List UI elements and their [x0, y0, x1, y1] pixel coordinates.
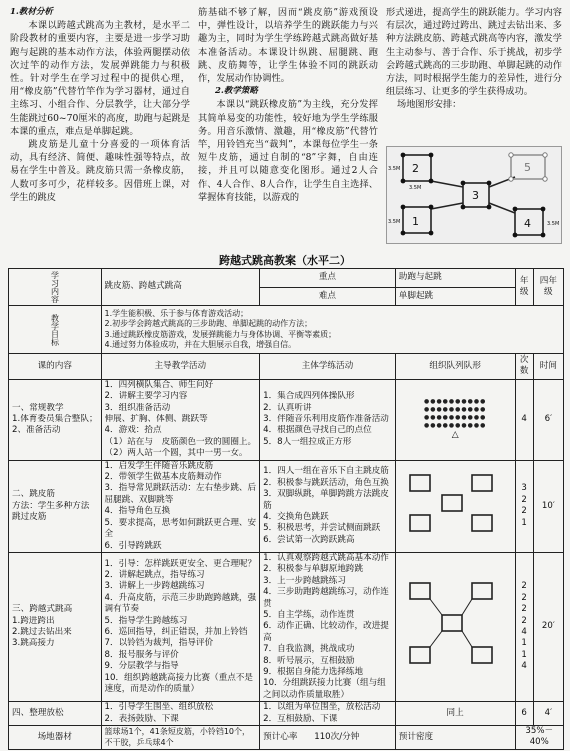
distance-label: 3.5M: [388, 166, 401, 172]
row-content-line: 2、准备活动: [12, 425, 61, 436]
difficulty-label: 难点: [260, 287, 396, 306]
field-diagram: [386, 146, 562, 244]
student-step: 4．根据颜色寻找自己的点位: [263, 425, 372, 436]
formation-row-icon: ●●●●●●●●●●: [423, 414, 487, 422]
time-cell: 6′: [533, 379, 563, 460]
student-step: 2．互相鼓励、下课: [263, 713, 338, 724]
teacher-step: 3．讲解上一步跨越跳练习: [104, 581, 205, 592]
zone-label-4: 4: [524, 217, 531, 230]
teacher-step: 伸展、扩胸、体侧、跳跃等: [104, 414, 208, 425]
teacher-step: 10．组织跨越跳高接力比赛（重点不是速度，而是动作的质量）: [104, 672, 253, 695]
goals-row: [9, 306, 564, 354]
teacher-step: 2．讲解起跳点，指导练习: [104, 570, 205, 581]
student-step: 9．根据自身能力选择练地: [263, 666, 364, 677]
goals-label: 教学目标: [9, 306, 102, 354]
student-activities: [260, 460, 396, 552]
formation-row-icon: ●●●●●●●●●●: [423, 398, 487, 406]
teacher-step: 7．以铃铛为裁判，指导评价: [104, 638, 214, 649]
formation-squares: [395, 460, 515, 552]
grade-label: 年级: [515, 269, 533, 306]
teacher-activities: [101, 552, 260, 701]
teacher-step: 1．四列横队集合、师生问好: [104, 379, 214, 390]
student-step: 4．三步助跑跨越跳练习，动作连贯: [263, 587, 389, 609]
heart-rate-value: 110次/分钟: [314, 731, 360, 742]
density-value: 35%－40%: [515, 726, 563, 750]
analysis-paragraph-2: 跳皮筋是儿童十分喜爱的一项体育活动，具有经济、简便、趣味性强等特点，故易在学生中普及。跳皮筋只需一条橡皮筋，人数可多可少，花样较多。因借班上课，对学生的跳皮: [10, 139, 190, 203]
distance-label: 3.5M: [409, 185, 422, 191]
teacher-step: 3．指导常见跳跃活动：左右垫步跳、后屈腿跳、双脚跳等: [104, 483, 257, 505]
row-content: 四、整理放松: [9, 702, 102, 726]
content-label: 学习内容: [9, 269, 102, 306]
col-header-content: 课的内容: [9, 354, 102, 380]
count-cell: 2 2 2 2 4 1 1 4: [515, 552, 533, 701]
key-value: 助跑与起跳: [395, 269, 515, 288]
goal-item: 2.初步学会跨越式跳高的三步助跑、单脚起跳的动作方法；: [104, 319, 313, 328]
teacher-step: 1．引导学生围坐、组织放松: [104, 702, 214, 713]
goal-item: 4.通过努力体验成功，并在大胆展示自我，增强自信。: [104, 340, 297, 349]
row-content: [9, 460, 102, 552]
student-step: 1．以组为单位围坐，放松活动: [263, 702, 381, 713]
teacher-step: 9．分层教学与指导: [104, 661, 179, 672]
diagram-title: 场地图形安排：: [397, 99, 462, 111]
col-header-student: 主体学练活动: [260, 354, 396, 380]
teacher-triangle-icon: △: [451, 430, 459, 441]
time-cell: 10′: [533, 460, 563, 552]
teacher-step: 4．升高皮筋，示范三步助跑跨越跳，强调有节奏: [104, 592, 257, 615]
teacher-step: 3．组织准备活动: [104, 402, 171, 413]
row-content-line: 二、跳皮筋: [12, 489, 55, 500]
teacher-step: 5．要求提高，思考如何跳跃更合理、安全: [104, 517, 257, 540]
row-content-line: 三、跨越式跳高: [12, 604, 73, 615]
section-heading-strategy: 2.教学策略: [215, 86, 258, 97]
teacher-step: （2）两人站一个圆，其中一男一女。: [104, 448, 248, 459]
teacher-step: （1）站在与 皮筋颜色一致的圆圈上。: [104, 436, 257, 447]
strategy-paragraph-cont: 形式递进，提高学生的跳跃能力。学习内容有层次，通过跨过跨出、跳过去钻出来、多种方法跳皮筋、跨越式跳高等内容，激发学生主动参与、善于合作、乐于挑战，初步学会跨越式跳高的三步助跑、单脚起跳的动作方法，同时根据学生能力的差异性，进行分组层练习、让更多的学生获得成功。: [386, 7, 562, 98]
teacher-activities: [101, 702, 260, 726]
student-step: 2．积极参与单脚原地跨跳: [263, 564, 364, 575]
row-content: [9, 379, 102, 460]
row-content-line: 方法：学生多种方法跳过皮筋: [12, 500, 90, 522]
header-row-key: [9, 269, 564, 288]
zone-label-5: 5: [524, 161, 531, 174]
teacher-step: 8．报号服务与评价: [104, 649, 179, 660]
intro-column-1: [10, 6, 190, 204]
table-row-routine: [9, 379, 564, 460]
student-step: 3．双脚纵跳，单脚跨跳方法跳皮筋: [263, 489, 389, 511]
square-formation-figure: [400, 577, 510, 673]
teacher-step: 2．表扬鼓励、下课: [104, 713, 179, 724]
grade-value: 四年级: [533, 269, 563, 306]
analysis-paragraph-1: 本课以跨越式跳高为主教材，是水平二阶段教材的重要内容，主要是进一步学习助跑与起跳的基本动作方法，体验两腿摆动依次过竿的动作方法，发展弹跳能力与积极性。针对学生在学习过程中的提供心理，用“橡皮筋”代替竹竿作为学习器材，通过自主练习、小组合作、分层教学，让大部分学生能跳过60~70厘米的高度，助跑与起跳是本课的重点，难点是单脚起跳。: [10, 20, 190, 137]
equipment-label: 场地器材: [9, 726, 102, 750]
heart-rate-cell: [260, 726, 396, 750]
count-cell: 4: [515, 379, 533, 460]
teacher-activities: [101, 379, 260, 460]
footer-row: [9, 726, 564, 750]
teacher-activities: [101, 460, 260, 552]
student-step: 5．积极思考，并尝试侧面跳跃: [263, 523, 381, 534]
goals-list: [101, 306, 563, 354]
student-step: 8．听号展示，互相鼓励: [263, 655, 355, 666]
analysis-paragraph-3: 筋基础不够了解，因而“跳皮筋”游戏预设中，弹性设计，以培养学生的跳跃能力与兴趣为主，同时为学生学练跨越式跳高做好基本准备活动。本课设计纵跳、屈腿跳、跑跳、皮筋舞等，让学生体验不同的跳跃动作，发展动作协调性。: [198, 7, 378, 85]
key-label: 重点: [260, 269, 396, 288]
student-activities: [260, 702, 396, 726]
student-activities: [260, 379, 396, 460]
teacher-step: 1．启发学生伴随音乐跳皮筋: [104, 460, 214, 471]
teacher-step: 4．游戏：拾点: [104, 425, 162, 436]
square-formation-figure: [400, 471, 510, 537]
time-cell: 20′: [533, 552, 563, 701]
table-row-high-jump: [9, 552, 564, 701]
strategy-paragraph: 本课以“跳跃橡皮筋”为主线，充分发挥其简单易变的功能性，较好地为学生学练服务。用音乐激情、激趣，用“橡皮筋”代替竹竿，用铃铛充当“裁判”，本课每位学生一条短牛皮筋，通过自制的“8”字舞，自由连接，并且可以随意变化图形。通过2人合作、4人合作、8人合作，让学生自主选择、掌握体育技能，以游戏的: [198, 99, 378, 203]
student-step: 3．上一步跨越跳练习: [263, 575, 346, 586]
table-row-skipping: [9, 460, 564, 552]
student-step: 2．积极参与跳跃活动，角色互换: [263, 477, 389, 488]
formation-same: 同上: [395, 702, 515, 726]
student-step: 6．动作正确、比较动作，改进提高: [263, 621, 389, 643]
lesson-plan-table: [8, 268, 564, 750]
time-cell: 4′: [533, 702, 563, 726]
zone-label-2: 2: [412, 162, 419, 175]
teacher-step: 2．讲解主要学习内容: [104, 391, 188, 402]
formation-row-icon: ●●●●●●●●●●: [423, 406, 487, 414]
table-row-cooldown: [9, 702, 564, 726]
field-layout-figure: [387, 147, 561, 243]
intro-column-2: [198, 6, 378, 204]
row-content-line: 1.体育委员集合整队；: [12, 414, 98, 425]
student-step: 1．认真观察跨越式跳高基本动作: [263, 552, 389, 563]
column-header-row: [9, 354, 564, 380]
distance-label: 3.5M: [388, 219, 401, 225]
teacher-step: 1．引导：怎样跳跃更安全、更合理呢？: [104, 558, 257, 569]
student-step: 7．自我监测，挑战成功: [263, 644, 355, 655]
student-activities: [260, 552, 396, 701]
student-step: 5．8人一组拉成正方形: [263, 436, 352, 447]
intro-section: [0, 0, 570, 248]
distance-label: 3.5M: [547, 221, 560, 227]
row-content: [9, 552, 102, 701]
student-step: 6．尝试第一次跨跃跳高: [263, 534, 355, 545]
count-cell: 6: [515, 702, 533, 726]
student-step: 1．集合成四列体操队形: [263, 391, 355, 402]
col-header-teacher: 主导教学活动: [101, 354, 260, 380]
row-content-line: 1.跨进跨出: [12, 615, 55, 626]
teacher-step: 2．带领学生做基本皮筋舞动作: [104, 472, 222, 483]
col-header-time: 时间: [533, 354, 563, 380]
student-step: 4．交换角色跳跃: [263, 511, 329, 522]
goal-item: 3.通过跳跃橡皮筋游戏，发展弹跳能力与身体协调、平衡等素质；: [104, 329, 337, 339]
difficulty-value: 单脚起跳: [395, 287, 515, 306]
student-step: 2．认真听讲: [263, 402, 312, 413]
zone-label-1: 1: [412, 215, 419, 228]
formation-dots: [395, 379, 515, 460]
content-value: 跳皮筋、跨越式跳高: [101, 269, 260, 306]
formation-squares-2: [395, 552, 515, 701]
row-content-line: 一、常规教学: [12, 402, 64, 413]
col-header-count: 次数: [515, 354, 533, 380]
teacher-step: 5．指导学生跨越练习: [104, 615, 188, 626]
intro-column-3: [386, 6, 562, 112]
row-content-line: 2.跳过去钻出来: [12, 627, 72, 638]
student-step: 1．四人一组在音乐下自主跳皮筋: [263, 466, 389, 477]
student-step: 5．自主学练，动作连贯: [263, 609, 355, 620]
density-label: 预计密度: [395, 726, 515, 750]
teacher-step: 6．巡回指导，纠正错误，并加上铃铛: [104, 627, 248, 638]
student-step: 10．分组跳跃接力比赛（组与组之间以动作质量取胜）: [263, 678, 386, 700]
row-content-line: 3.跳高接力: [12, 638, 55, 649]
goal-item: 1.学生能积极、乐于参与体育游戏活动；: [104, 308, 249, 318]
teacher-step: 6．引导跨跳跃: [104, 540, 162, 551]
equipment-value: 篮球场1个，41条短皮筋，小铃铛10个，不干胶，乒乓球4个: [101, 726, 260, 750]
teacher-step: 4．指导角色互换: [104, 506, 171, 517]
formation-row-icon: ●●●●●●●●●●: [423, 422, 487, 430]
section-heading-analysis: 1.教材分析: [10, 7, 53, 17]
count-cell: 3 2 2 1: [515, 460, 533, 552]
heart-rate-label: 预计心率: [263, 731, 298, 742]
col-header-formation: 组织队列队形: [395, 354, 515, 380]
student-step: 3．伴随音乐利用皮筋作准备活动: [263, 414, 389, 425]
lesson-plan-title: 跨越式跳高教案（水平二）: [219, 254, 351, 267]
zone-label-3: 3: [472, 189, 479, 202]
